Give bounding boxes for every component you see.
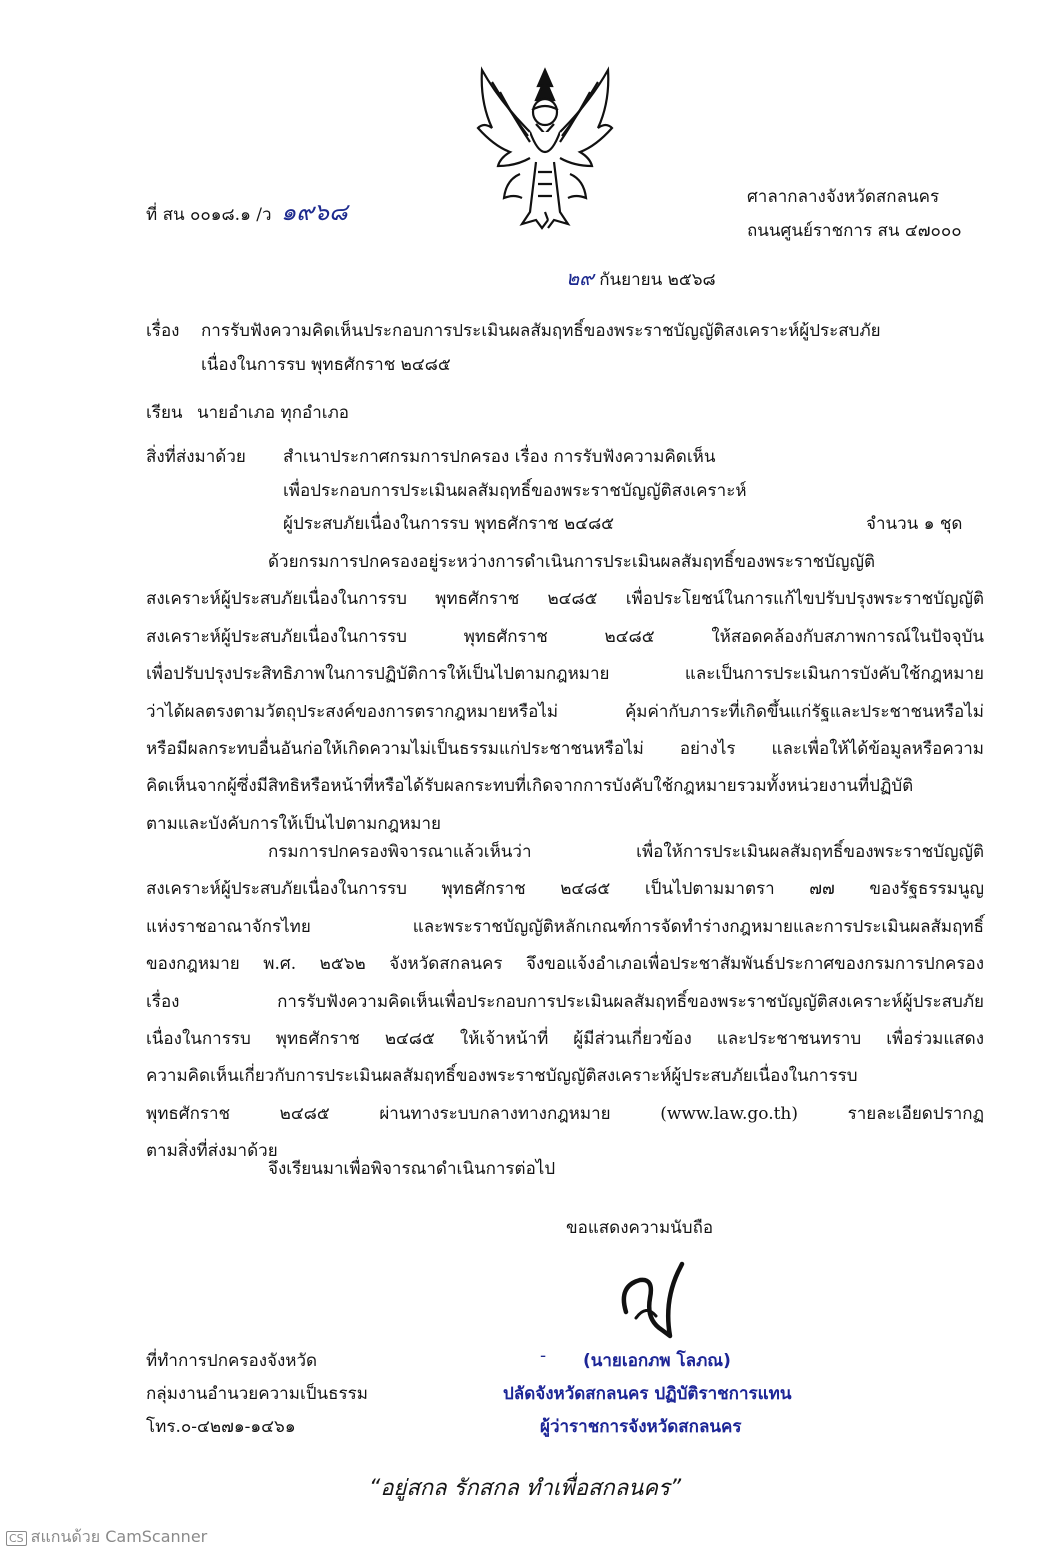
body-line: ด้วยกรมการปกครองอยู่ระหว่างการดำเนินการประเมินผลสัมฤทธิ์ของพระราชบัญญัติ	[268, 552, 875, 572]
subject-label: เรื่อง	[146, 321, 180, 341]
body-line: หรือมีผลกระทบอื่นอันก่อให้เกิดความไม่เป็นธรรมแก่ประชาชนหรือไม่ อย่างไร และเพื่อให้ได้ข้อมูลหรือความ	[146, 739, 984, 760]
sender-phone: โทร.๐-๔๒๗๑-๑๔๖๑	[146, 1417, 296, 1437]
body-line: ตามสิ่งที่ส่งมาด้วย	[146, 1141, 278, 1162]
garuda-emblem-icon	[470, 62, 620, 242]
body-line: ความคิดเห็นเกี่ยวกับการประเมินผลสัมฤทธิ์ของพระราชบัญญัติสงเคราะห์ผู้ประสบภัยเนื่องในการรบ	[146, 1066, 858, 1087]
body-paragraph-1	[146, 544, 984, 843]
body-line: เนื่องในการรบ พุทธศักราช ๒๔๘๕ ให้เจ้าหน้าที่ ผู้มีส่วนเกี่ยวข้อง และประชาชนทราบ เพื่อร่วมแสดง	[146, 1029, 984, 1050]
camscanner-logo-icon: CS	[6, 1531, 27, 1546]
body-line: สงเคราะห์ผู้ประสบภัยเนื่องในการรบ พุทธศักราช ๒๔๘๕ เป็นไปตามมาตรา ๗๗ ของรัฐธรรมนูญ	[146, 879, 984, 900]
signature-dash: -	[540, 1346, 547, 1366]
issuing-office-address: ถนนศูนย์ราชการ สน ๔๗๐๐๐	[747, 221, 962, 241]
camscanner-watermark	[6, 1525, 207, 1550]
reference-number	[146, 192, 348, 231]
addressee-label: เรียน	[146, 403, 183, 423]
closing-phrase: ขอแสดงความนับถือ	[566, 1218, 714, 1238]
enclosure-line-2: เพื่อประกอบการประเมินผลสัมฤทธิ์ของพระราชบัญญัติสงเคราะห์	[283, 481, 747, 501]
sender-division: กลุ่มงานอำนวยความเป็นธรรม	[146, 1384, 369, 1404]
camscanner-text: สแกนด้วย CamScanner	[30, 1527, 208, 1546]
body-line: เรื่อง การรับฟังความคิดเห็นเพื่อประกอบการประเมินผลสัมฤทธิ์ของพระราชบัญญัติสงเคราะห์ผู้ประสบภัย	[146, 991, 984, 1012]
body-line: แห่งราชอาณาจักรไทย และพระราชบัญญัติหลักเกณฑ์การจัดทำร่างกฎหมายและการประเมินผลสัมฤทธิ์	[146, 916, 984, 937]
signatory-position-2: ผู้ว่าราชการจังหวัดสกลนคร	[540, 1417, 742, 1437]
body-line: สงเคราะห์ผู้ประสบภัยเนื่องในการรบ พุทธศักราช ๒๔๘๕ เพื่อประโยชน์ในการแก้ไขปรับปรุงพระราชบัญญัติ	[146, 589, 984, 610]
sender-office: ที่ทำการปกครองจังหวัด	[146, 1351, 318, 1371]
enclosure-line-3: ผู้ประสบภัยเนื่องในการรบ พุทธศักราช ๒๔๘๕	[283, 514, 615, 534]
date-month-year: กันยายน ๒๕๖๘	[599, 270, 716, 290]
enclosure-line-1: สำเนาประกาศกรมการปกครอง เรื่อง การรับฟังความคิดเห็น	[283, 447, 716, 467]
signatory-position-1: ปลัดจังหวัดสกลนคร ปฏิบัติราชการแทน	[503, 1384, 792, 1404]
provincial-motto: “อยู่สกล รักสกล ทำเพื่อสกลนคร”	[368, 1476, 682, 1501]
body-line: กรมการปกครองพิจารณาแล้วเห็นว่า เพื่อให้การประเมินผลสัมฤทธิ์ของพระราชบัญญัติ	[268, 842, 984, 862]
body-line: พุทธศักราช ๒๔๘๕ ผ่านทางระบบกลางทางกฎหมาย (www.law.go.th) รายละเอียดปรากฏ	[146, 1103, 984, 1124]
reference-handwritten-number: ๑๙๖๘	[280, 198, 348, 226]
body-paragraph-3: จึงเรียนมาเพื่อพิจารณาดำเนินการต่อไป	[268, 1159, 556, 1179]
handwritten-signature-icon	[612, 1258, 708, 1342]
subject-line-1: การรับฟังความคิดเห็นประกอบการประเมินผลสัมฤทธิ์ของพระราชบัญญัติสงเคราะห์ผู้ประสบภัย	[201, 321, 881, 341]
body-line: ว่าได้ผลตรงตามวัตถุประสงค์ของการตรากฎหมายหรือไม่ คุ้มค่ากับภาระที่เกิดขึ้นแก่รัฐและประชาชนหรือไม่	[146, 701, 984, 722]
signatory-name: (นายเอกภพ โลภณ)	[583, 1351, 731, 1371]
body-line: ของกฎหมาย พ.ศ. ๒๕๖๒ จังหวัดสกลนคร จึงขอแจ้งอำเภอเพื่อประชาสัมพันธ์ประกาศของกรมการปกครอง	[146, 954, 984, 975]
body-line: สงเคราะห์ผู้ประสบภัยเนื่องในการรบ พุทธศักราช ๒๔๘๕ ให้สอดคล้องกับสภาพการณ์ในปัจจุบัน	[146, 626, 984, 647]
enclosure-label: สิ่งที่ส่งมาด้วย	[146, 447, 246, 467]
body-line: เพื่อปรับปรุงประสิทธิภาพในการปฏิบัติการให้เป็นไปตามกฎหมาย และเป็นการประเมินการบังคับใช้กฎหมาย	[146, 664, 984, 685]
body-paragraph-2	[146, 834, 984, 1171]
body-line: คิดเห็นจากผู้ซึ่งมีสิทธิหรือหน้าที่หรือได้รับผลกระทบที่เกิดจากการบังคับใช้กฎหมายรวมทั้งหน่วยงานที่ปฏิบัติ	[146, 776, 914, 797]
date-handwritten-day: ๒๙	[566, 266, 594, 290]
body-line: ตามและบังคับการให้เป็นไปตามกฎหมาย	[146, 813, 442, 834]
subject-line-2: เนื่องในการรบ พุทธศักราช ๒๔๘๕	[201, 355, 451, 375]
document-date	[566, 262, 716, 294]
reference-prefix: ที่ สน ๐๐๑๘.๑ /ว	[146, 205, 272, 225]
addressee-value: นายอำเภอ ทุกอำเภอ	[197, 403, 349, 423]
enclosure-quantity: จำนวน ๑ ชุด	[866, 514, 963, 534]
issuing-office-name: ศาลากลางจังหวัดสกลนคร	[747, 187, 940, 207]
